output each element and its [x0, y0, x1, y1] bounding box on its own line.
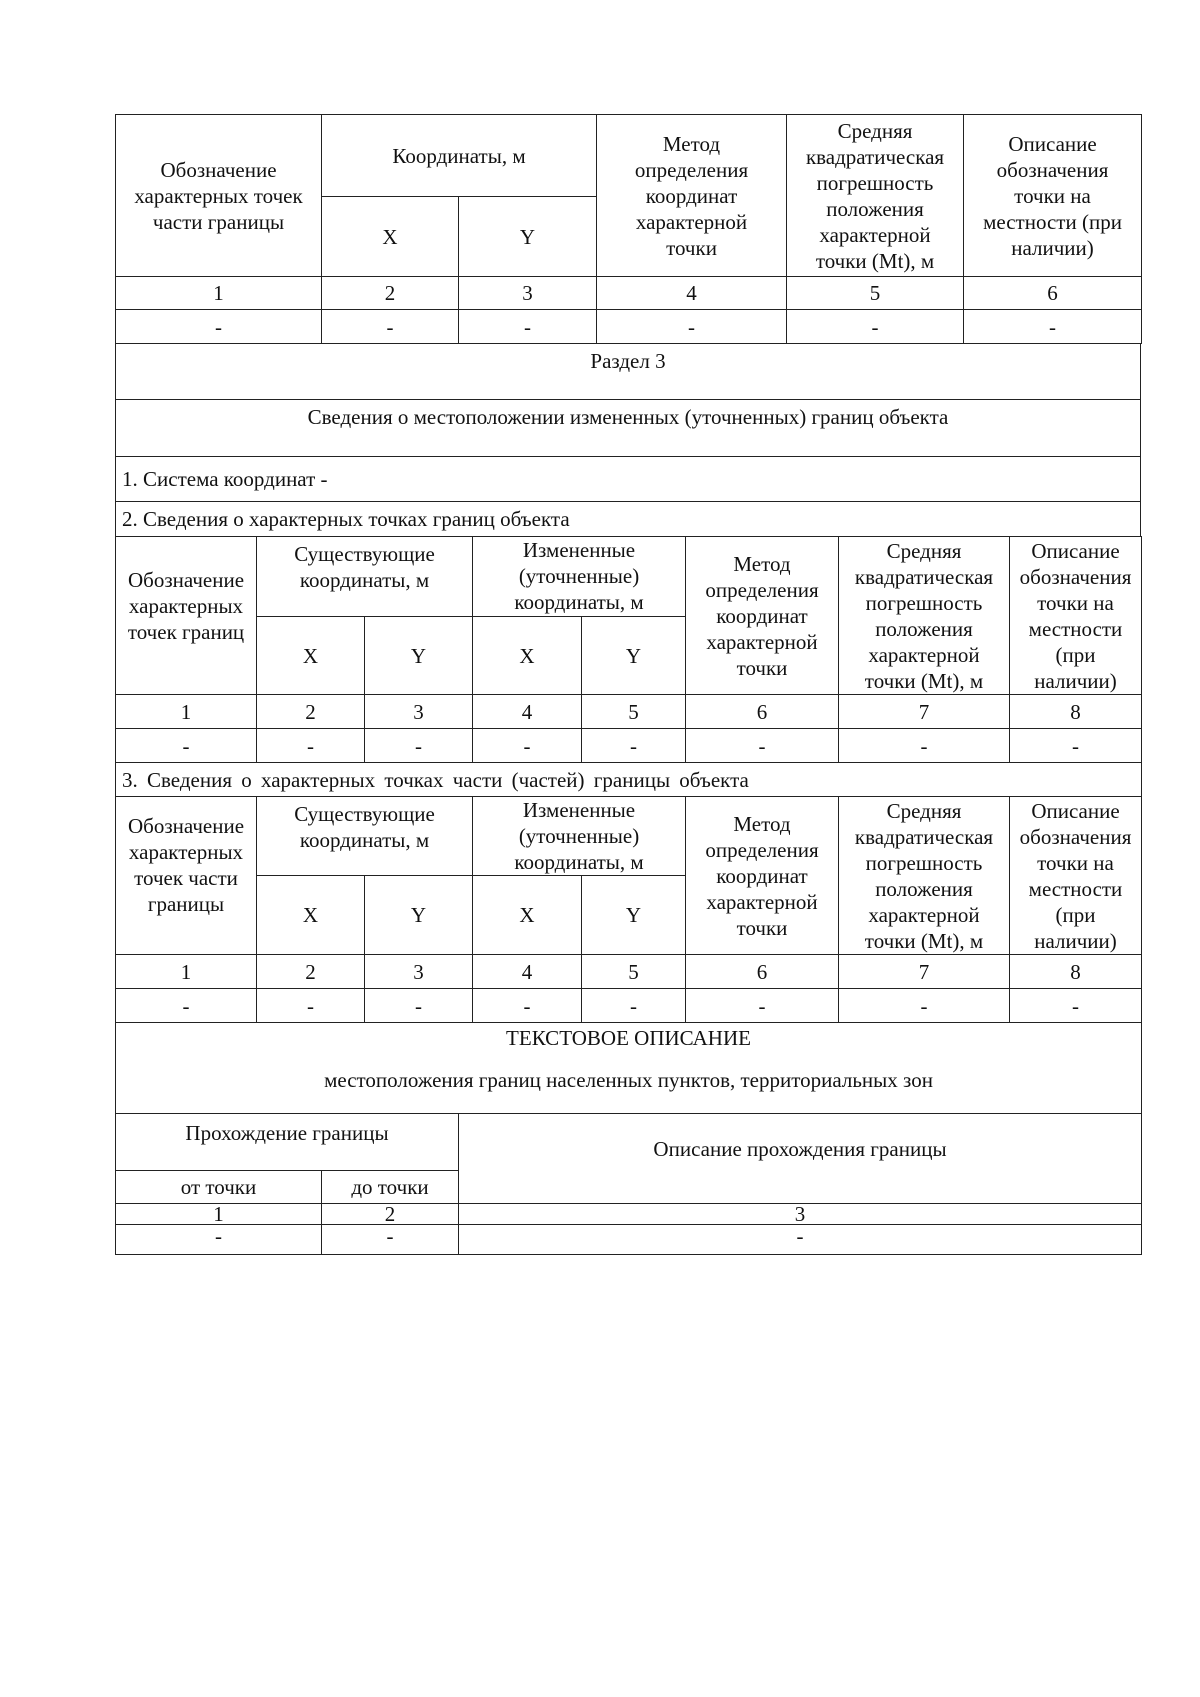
cell-value: -	[257, 729, 365, 763]
column-number: 4	[473, 695, 582, 729]
header-changed-x: X	[473, 617, 582, 695]
column-number: 3	[365, 695, 473, 729]
section-heading-table	[115, 343, 1141, 537]
part-boundary-coordinates-table	[115, 114, 1142, 344]
header-designation: Обозначение характерных точек границ	[116, 537, 257, 695]
header-y: Y	[459, 197, 597, 277]
cell-value: -	[839, 989, 1010, 1023]
column-number: 6	[686, 955, 839, 989]
column-number: 6	[964, 277, 1142, 310]
header-designation: Обозначение характерных точек части границы	[116, 797, 257, 955]
column-number: 1	[116, 695, 257, 729]
column-number: 4	[597, 277, 787, 310]
table-row	[116, 310, 1142, 344]
cell-value: -	[686, 729, 839, 763]
header-changed-x: X	[473, 876, 582, 955]
column-number: 2	[257, 695, 365, 729]
cell-value: -	[322, 310, 459, 344]
header-existing-x: X	[257, 876, 365, 955]
header-coordinates: Координаты, м	[322, 115, 597, 197]
document-sheet	[115, 114, 1141, 1255]
header-method: Метод определения координат характерной точки	[686, 537, 839, 695]
cell-value: -	[365, 729, 473, 763]
column-number: 5	[582, 955, 686, 989]
table-row	[116, 955, 1142, 989]
cell-value: -	[116, 1225, 322, 1255]
column-number: 8	[1010, 695, 1142, 729]
column-number: 1	[116, 277, 322, 310]
column-number: 7	[839, 955, 1010, 989]
header-passage: Прохождение границы	[116, 1114, 459, 1171]
column-number: 3	[365, 955, 473, 989]
header-existing-y: Y	[365, 617, 473, 695]
table-row	[116, 1204, 1142, 1225]
cell-value: -	[686, 989, 839, 1023]
table-row	[116, 729, 1142, 763]
table-row	[116, 695, 1142, 729]
coordinate-system: 1. Система координат -	[116, 457, 1141, 502]
cell-value: -	[116, 310, 322, 344]
cell-value: -	[257, 989, 365, 1023]
table-row	[116, 989, 1142, 1023]
header-from-point: от точки	[116, 1171, 322, 1204]
table-row	[116, 277, 1142, 310]
section-subtitle: Сведения о местоположении измененных (уточненных) границ объекта	[116, 400, 1141, 457]
column-number: 1	[116, 955, 257, 989]
cell-value: -	[964, 310, 1142, 344]
header-changed-coordinates: Измененные (уточненные) координаты, м	[473, 537, 686, 617]
header-existing-coordinates: Существующие координаты, м	[257, 537, 473, 617]
cell-value: -	[582, 729, 686, 763]
header-existing-x: X	[257, 617, 365, 695]
table-row	[116, 1225, 1142, 1255]
section-title: Раздел 3	[116, 344, 1141, 400]
column-number: 2	[322, 277, 459, 310]
cell-value: -	[1010, 989, 1142, 1023]
cell-value: -	[322, 1225, 459, 1255]
header-description: Описание обозначения точки на местности (при наличии)	[964, 115, 1142, 277]
header-error: Средняя квадратическая погрешность положения характерной точки (Mt), м	[839, 537, 1010, 695]
header-changed-y: Y	[582, 876, 686, 955]
cell-value: -	[116, 729, 257, 763]
column-number: 4	[473, 955, 582, 989]
text-description-subtitle: местоположения границ населенных пунктов, территориальных зон	[324, 1068, 933, 1092]
header-passage-description: Описание прохождения границы	[459, 1114, 1142, 1204]
column-number: 2	[257, 955, 365, 989]
header-changed-coordinates: Измененные (уточненные) координаты, м	[473, 797, 686, 876]
column-number: 6	[686, 695, 839, 729]
header-description: Описание обозначения точки на местности (при наличии)	[1010, 537, 1142, 695]
column-number: 5	[787, 277, 964, 310]
cell-value: -	[459, 1225, 1142, 1255]
part-points-table	[115, 796, 1142, 1023]
column-number: 3	[459, 277, 597, 310]
header-designation: Обозначение характерных точек части границы	[116, 115, 322, 277]
points-heading: 2. Сведения о характерных точках границ объекта	[116, 502, 1141, 537]
column-number: 5	[582, 695, 686, 729]
header-existing-coordinates: Существующие координаты, м	[257, 797, 473, 876]
column-number: 8	[1010, 955, 1142, 989]
column-number: 3	[459, 1204, 1142, 1225]
column-number: 7	[839, 695, 1010, 729]
cell-value: -	[473, 989, 582, 1023]
cell-value: -	[839, 729, 1010, 763]
header-changed-y: Y	[582, 617, 686, 695]
text-description-title: ТЕКСТОВОЕ ОПИСАНИЕ	[506, 1026, 751, 1050]
cell-value: -	[597, 310, 787, 344]
header-existing-y: Y	[365, 876, 473, 955]
header-error: Средняя квадратическая погрешность положения характерной точки (Mt), м	[787, 115, 964, 277]
header-x: X	[322, 197, 459, 277]
header-error: Средняя квадратическая погрешность положения характерной точки (Mt), м	[839, 797, 1010, 955]
cell-value: -	[116, 989, 257, 1023]
cell-value: -	[787, 310, 964, 344]
parts-heading: 3. Сведения о характерных точках части (частей) границы объекта	[116, 763, 1142, 797]
text-description-table	[115, 1022, 1142, 1255]
cell-value: -	[365, 989, 473, 1023]
text-description-heading	[116, 1023, 1142, 1114]
cell-value: -	[582, 989, 686, 1023]
cell-value: -	[1010, 729, 1142, 763]
cell-value: -	[459, 310, 597, 344]
header-method: Метод определения координат характерной точки	[686, 797, 839, 955]
header-to-point: до точки	[322, 1171, 459, 1204]
boundary-points-table	[115, 536, 1142, 797]
header-description: Описание обозначения точки на местности (при наличии)	[1010, 797, 1142, 955]
header-method: Метод определения координат характерной точки	[597, 115, 787, 277]
column-number: 2	[322, 1204, 459, 1225]
cell-value: -	[473, 729, 582, 763]
column-number: 1	[116, 1204, 322, 1225]
